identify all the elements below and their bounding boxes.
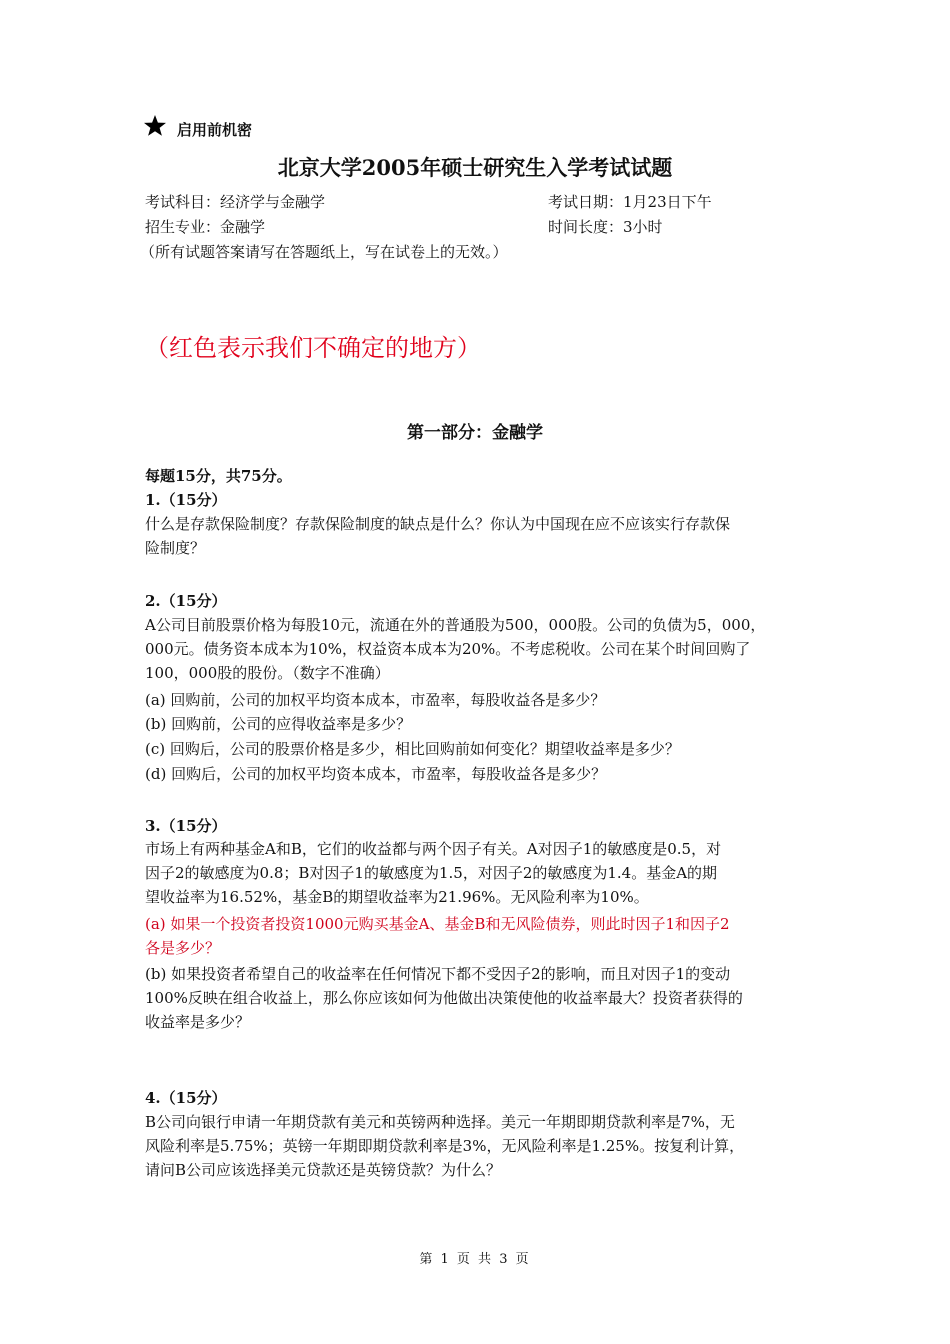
question-3-label: 3.（15分） [145,817,227,835]
question-2-text: A公司目前股票价格为每股10元，流通在外的普通股为500，000股。公司的负债为5，000， [145,616,766,634]
question-2-label: 2.（15分） [145,592,227,610]
question-4-text: 请问B公司应该选择美元贷款还是英镑贷款？为什么？ [145,1161,502,1179]
question-1-text: 险制度？ [145,539,206,557]
question-1-label: 1.（15分） [145,491,227,509]
question-3-part-a-uncertain: 各是多少？ [145,939,221,957]
question-3-text: 市场上有两种基金A和B，它们的收益都与两个因子有关。A对因子1的敏感度是0.5，对 [145,840,722,858]
scoring-note: 每题15分，共75分。 [145,467,292,485]
question-3-text: 望收益率为16.52%，基金B的期望收益率为21.96%。无风险利率为10%。 [145,888,649,906]
star-icon [143,114,167,138]
page-number: 第 1 页 共 3 页 [419,1252,531,1267]
question-3-part-b: 100%反映在组合收益上，那么你应该如何为他做出决策使他的收益率最大？投资者获得的 [145,989,743,1007]
exam-subject: 考试科目：经济学与金融学 [145,193,326,211]
question-2-part-d: (d) 回购后，公司的加权平均资本成本，市盈率，每股收益各是多少？ [145,765,607,783]
question-3-part-b: 收益率是多少？ [145,1013,251,1031]
question-4-label: 4.（15分） [145,1089,227,1107]
question-4-text: B公司向银行申请一年期贷款有美元和英镑两种选择。美元一年期即期贷款利率是7%，无 [145,1113,735,1131]
page-title: 北京大学2005年硕士研究生入学考试试题 [277,155,673,180]
question-2-text: 100，000股的股份。（数字不准确） [145,664,390,682]
question-2-part-b: (b) 回购前，公司的应得收益率是多少？ [145,715,412,733]
section-title: 第一部分：金融学 [407,423,543,443]
exam-major: 招生专业：金融学 [145,218,266,236]
question-3-text: 因子2的敏感度为0.8；B对因子1的敏感度为1.5，对因子2的敏感度为1.4。基金A的期 [145,864,718,882]
question-3-part-a-uncertain: (a) 如果一个投资者投资1000元购买基金A、基金B和无风险债券，则此时因子1和因子2 [145,915,730,933]
exam-note: （所有试题答案请写在答题纸上，写在试卷上的无效。） [140,243,508,261]
question-2-text: 000元。债务资本成本为10%，权益资本成本为20%。不考虑税收。公司在某个时间回购了 [145,640,751,658]
question-4-text: 风险利率是5.75%；英镑一年期即期贷款利率是3%，无风险利率是1.25%。按复利计算， [145,1137,745,1155]
question-2-part-c: (c) 回购后，公司的股票价格是多少，相比回购前如何变化？期望收益率是多少？ [145,740,680,758]
classified-label: 启用前机密 [177,121,253,139]
exam-date: 考试日期：1月23日下午 [548,193,712,211]
exam-duration: 时间长度：3小时 [548,218,663,236]
question-2-part-a: (a) 回购前，公司的加权平均资本成本，市盈率，每股收益各是多少？ [145,691,606,709]
question-3-part-b: (b) 如果投资者希望自己的收益率在任何情况下都不受因子2的影响，而且对因子1的变动 [145,965,731,983]
uncertain-note: （红色表示我们不确定的地方） [145,334,481,362]
question-1-text: 什么是存款保险制度？存款保险制度的缺点是什么？你认为中国现在应不应该实行存款保 [145,515,731,533]
